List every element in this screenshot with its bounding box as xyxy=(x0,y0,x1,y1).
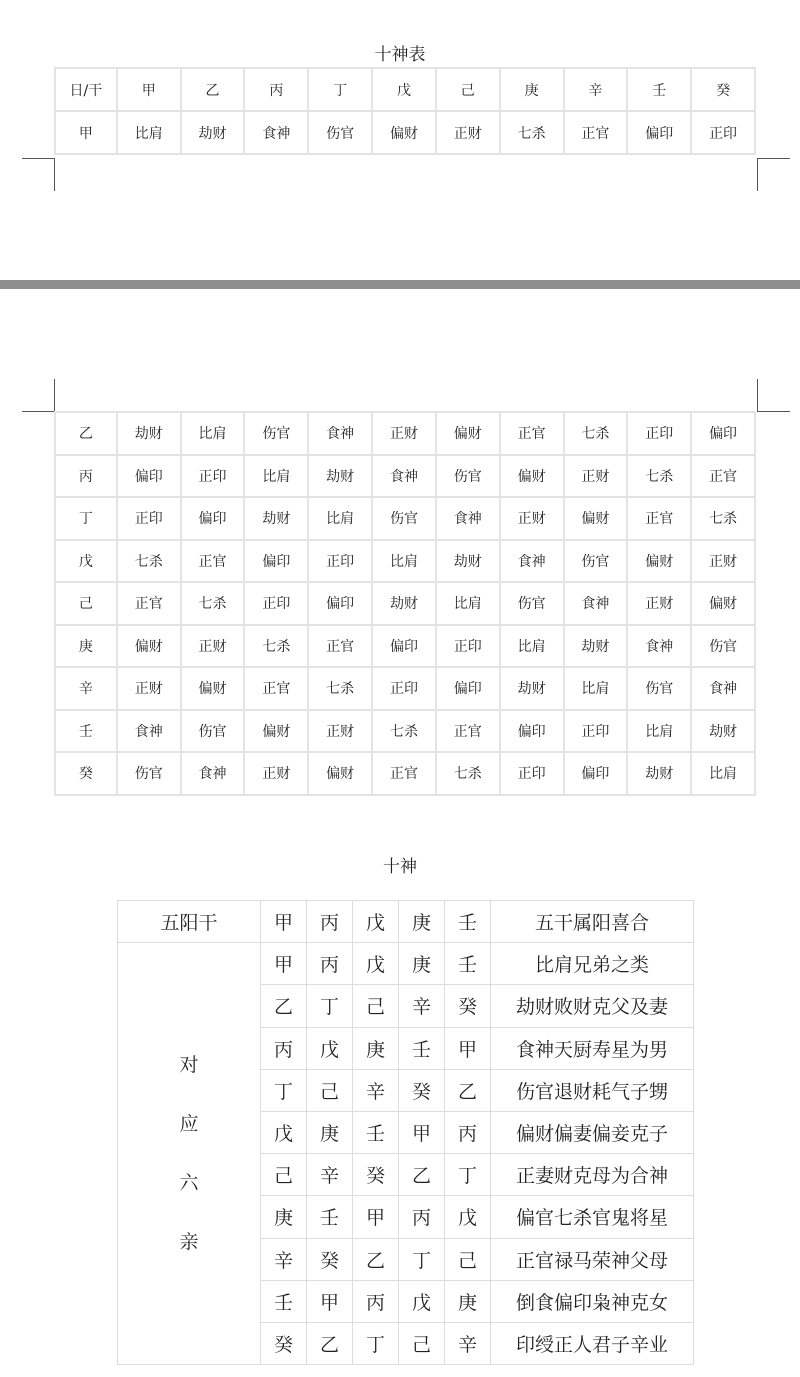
stem-cell: 庚 xyxy=(353,1027,399,1069)
ten-god-cell: 偏印 xyxy=(437,668,501,711)
ten-god-cell: 正官 xyxy=(245,668,309,711)
relation-note-cell: 正官禄马荣神父母 xyxy=(491,1238,694,1280)
stem-cell: 癸 xyxy=(445,985,491,1027)
stem-header-cell: 戊 xyxy=(373,67,437,112)
stem-cell: 乙 xyxy=(445,1069,491,1111)
ten-god-cell: 劫财 xyxy=(245,498,309,541)
stem-cell: 丙 xyxy=(307,943,353,985)
ten-god-cell: 七杀 xyxy=(628,456,692,499)
ten-god-cell: 正财 xyxy=(118,668,182,711)
ten-god-cell: 正官 xyxy=(628,498,692,541)
ten-god-cell: 伤官 xyxy=(182,711,246,754)
ten-god-cell: 正财 xyxy=(245,753,309,796)
ten-god-cell: 正财 xyxy=(501,498,565,541)
day-stem-cell: 辛 xyxy=(54,668,118,711)
ten-god-cell: 七杀 xyxy=(118,541,182,584)
stem-header-cell: 壬 xyxy=(628,67,692,112)
stem-cell: 壬 xyxy=(399,1027,445,1069)
stem-header-cell: 丁 xyxy=(309,67,373,112)
ten-god-cell: 偏财 xyxy=(628,541,692,584)
corner-header-cell: 日/干 xyxy=(54,67,118,112)
ten-god-cell: 偏财 xyxy=(501,456,565,499)
stem-cell: 甲 xyxy=(353,1196,399,1238)
ten-god-cell: 食神 xyxy=(501,541,565,584)
crop-mark-bottom-right xyxy=(757,379,790,412)
ten-god-cell: 伤官 xyxy=(245,411,309,456)
stem-cell: 丁 xyxy=(353,1322,399,1364)
stem-cell: 丁 xyxy=(399,1238,445,1280)
ten-god-cell: 劫财 xyxy=(437,541,501,584)
ten-god-cell: 正官 xyxy=(309,626,373,669)
stem-header-cell: 丙 xyxy=(307,901,353,943)
table-header-row xyxy=(54,67,756,112)
stem-cell: 己 xyxy=(445,1238,491,1280)
stem-header-cell: 壬 xyxy=(445,901,491,943)
ten-god-cell: 正印 xyxy=(692,112,756,155)
ten-god-cell: 比肩 xyxy=(501,626,565,669)
stem-header-cell: 甲 xyxy=(118,67,182,112)
ten-god-cell: 比肩 xyxy=(182,411,246,456)
side-label-char: 对 xyxy=(179,1053,199,1076)
ten-god-cell: 偏财 xyxy=(565,498,629,541)
ten-god-cell: 比肩 xyxy=(245,456,309,499)
stem-cell: 庚 xyxy=(261,1196,307,1238)
ten-god-cell: 偏印 xyxy=(628,112,692,155)
stem-cell: 庚 xyxy=(399,943,445,985)
stem-header-cell: 庚 xyxy=(501,67,565,112)
ten-god-cell: 比肩 xyxy=(437,583,501,626)
table-row xyxy=(54,583,756,626)
ten-god-cell: 正印 xyxy=(309,541,373,584)
ten-god-cell: 伤官 xyxy=(437,456,501,499)
stem-cell: 壬 xyxy=(353,1111,399,1153)
ten-god-cell: 偏印 xyxy=(309,583,373,626)
yang-stems-label: 五阳干 xyxy=(118,901,261,943)
ten-god-cell: 劫财 xyxy=(692,711,756,754)
ten-god-cell: 正财 xyxy=(565,456,629,499)
ten-god-cell: 正官 xyxy=(118,583,182,626)
ten-god-cell: 食神 xyxy=(565,583,629,626)
ten-god-cell: 比肩 xyxy=(628,711,692,754)
ten-god-cell: 偏财 xyxy=(182,668,246,711)
stem-cell: 辛 xyxy=(353,1069,399,1111)
ten-god-cell: 偏印 xyxy=(692,411,756,456)
ten-god-cell: 食神 xyxy=(373,456,437,499)
ten-god-cell: 正印 xyxy=(118,498,182,541)
stem-cell: 丁 xyxy=(445,1154,491,1196)
ten-god-cell: 七杀 xyxy=(501,112,565,155)
stem-cell: 己 xyxy=(307,1069,353,1111)
ten-god-cell: 比肩 xyxy=(565,668,629,711)
shishen-table-part1 xyxy=(54,67,756,155)
ten-god-cell: 伤官 xyxy=(309,112,373,155)
ten-god-cell: 伤官 xyxy=(565,541,629,584)
stem-cell: 甲 xyxy=(445,1027,491,1069)
table-row xyxy=(54,411,756,456)
ten-god-cell: 正印 xyxy=(501,753,565,796)
stem-header-cell: 癸 xyxy=(692,67,756,112)
shishen-table-part2 xyxy=(54,411,756,796)
stem-cell: 乙 xyxy=(261,985,307,1027)
stem-cell: 甲 xyxy=(261,943,307,985)
relation-note-cell: 比肩兄弟之类 xyxy=(491,943,694,985)
ten-god-cell: 食神 xyxy=(692,668,756,711)
ten-god-cell: 偏印 xyxy=(118,456,182,499)
stem-cell: 丙 xyxy=(261,1027,307,1069)
crop-mark-top-left xyxy=(22,158,55,191)
ten-god-cell: 食神 xyxy=(309,411,373,456)
table-row xyxy=(54,626,756,669)
ten-god-cell: 劫财 xyxy=(565,626,629,669)
stem-cell: 壬 xyxy=(445,943,491,985)
ten-god-cell: 正印 xyxy=(373,668,437,711)
stem-cell: 壬 xyxy=(261,1280,307,1322)
table-row xyxy=(54,668,756,711)
ten-god-cell: 正印 xyxy=(245,583,309,626)
crop-mark-top-right xyxy=(757,158,790,191)
relation-note-cell: 正妻财克母为合神 xyxy=(491,1154,694,1196)
stem-cell: 戊 xyxy=(353,943,399,985)
ten-god-cell: 偏财 xyxy=(118,626,182,669)
stem-cell: 乙 xyxy=(353,1238,399,1280)
stem-cell: 丙 xyxy=(445,1111,491,1153)
stem-cell: 癸 xyxy=(399,1069,445,1111)
relation-note-cell: 伤官退财耗气子甥 xyxy=(491,1069,694,1111)
day-stem-cell: 己 xyxy=(54,583,118,626)
ten-god-cell: 劫财 xyxy=(373,583,437,626)
ten-god-cell: 正财 xyxy=(437,112,501,155)
ten-god-cell: 比肩 xyxy=(118,112,182,155)
ten-god-cell: 偏印 xyxy=(501,711,565,754)
ten-god-cell: 食神 xyxy=(118,711,182,754)
side-label-char: 六 xyxy=(179,1171,199,1194)
stem-header-cell: 辛 xyxy=(565,67,629,112)
ten-god-cell: 正印 xyxy=(437,626,501,669)
ten-god-cell: 正印 xyxy=(182,456,246,499)
ten-god-cell: 偏印 xyxy=(565,753,629,796)
stem-cell: 庚 xyxy=(307,1111,353,1153)
stem-cell: 丙 xyxy=(399,1196,445,1238)
relation-note-cell: 食神天厨寿星为男 xyxy=(491,1027,694,1069)
relation-note-cell: 偏官七杀官鬼将星 xyxy=(491,1196,694,1238)
day-stem-cell: 丁 xyxy=(54,498,118,541)
six-relations-side-label xyxy=(118,943,261,1365)
stem-cell: 己 xyxy=(353,985,399,1027)
ten-god-cell: 正财 xyxy=(373,411,437,456)
day-stem-cell: 癸 xyxy=(54,753,118,796)
ten-god-cell: 劫财 xyxy=(309,456,373,499)
stem-cell: 庚 xyxy=(445,1280,491,1322)
table-row xyxy=(54,541,756,584)
ten-god-cell: 七杀 xyxy=(309,668,373,711)
ten-god-cell: 正官 xyxy=(437,711,501,754)
side-label-char: 亲 xyxy=(179,1230,199,1253)
relation-note-cell: 倒食偏印枭神克女 xyxy=(491,1280,694,1322)
ten-god-cell: 伤官 xyxy=(692,626,756,669)
table-header-row xyxy=(118,901,694,943)
ten-god-cell: 偏印 xyxy=(245,541,309,584)
ten-god-cell: 正印 xyxy=(565,711,629,754)
ten-god-cell: 比肩 xyxy=(692,753,756,796)
table-row xyxy=(54,711,756,754)
stem-cell: 丁 xyxy=(261,1069,307,1111)
stem-cell: 己 xyxy=(261,1154,307,1196)
ten-god-cell: 比肩 xyxy=(373,541,437,584)
ten-god-cell: 七杀 xyxy=(182,583,246,626)
stem-header-cell: 庚 xyxy=(399,901,445,943)
ten-god-cell: 食神 xyxy=(182,753,246,796)
day-stem-cell: 甲 xyxy=(54,112,118,155)
ten-god-cell: 正财 xyxy=(182,626,246,669)
stem-cell: 戊 xyxy=(307,1027,353,1069)
page-break-divider xyxy=(0,280,800,289)
ten-god-cell: 偏财 xyxy=(309,753,373,796)
table-row xyxy=(54,456,756,499)
table-row xyxy=(118,943,694,985)
shishen-table-title: 十神表 xyxy=(374,45,426,65)
stem-header-cell: 戊 xyxy=(353,901,399,943)
liuqin-table-title: 十神 xyxy=(383,857,417,877)
table-row xyxy=(54,498,756,541)
ten-god-cell: 正官 xyxy=(182,541,246,584)
relation-note-cell: 劫财败财克父及妻 xyxy=(491,985,694,1027)
ten-god-cell: 食神 xyxy=(245,112,309,155)
ten-god-cell: 劫财 xyxy=(118,411,182,456)
day-stem-cell: 壬 xyxy=(54,711,118,754)
stem-cell: 乙 xyxy=(307,1322,353,1364)
header-note-cell: 五干属阳喜合 xyxy=(491,901,694,943)
stem-cell: 戊 xyxy=(261,1111,307,1153)
table-row xyxy=(54,112,756,155)
ten-god-cell: 正财 xyxy=(628,583,692,626)
stem-cell: 甲 xyxy=(307,1280,353,1322)
stem-cell: 丁 xyxy=(307,985,353,1027)
ten-god-cell: 伤官 xyxy=(501,583,565,626)
stem-header-cell: 己 xyxy=(437,67,501,112)
day-stem-cell: 戊 xyxy=(54,541,118,584)
side-label-char: 应 xyxy=(179,1112,199,1135)
ten-god-cell: 七杀 xyxy=(373,711,437,754)
stem-cell: 癸 xyxy=(353,1154,399,1196)
stem-cell: 甲 xyxy=(399,1111,445,1153)
ten-god-cell: 偏印 xyxy=(182,498,246,541)
ten-god-cell: 偏印 xyxy=(373,626,437,669)
ten-god-cell: 正官 xyxy=(565,112,629,155)
stem-header-cell: 丙 xyxy=(245,67,309,112)
ten-god-cell: 正官 xyxy=(501,411,565,456)
ten-god-cell: 正财 xyxy=(692,541,756,584)
ten-god-cell: 七杀 xyxy=(565,411,629,456)
ten-god-cell: 偏财 xyxy=(692,583,756,626)
stem-cell: 辛 xyxy=(445,1322,491,1364)
stem-cell: 辛 xyxy=(399,985,445,1027)
stem-cell: 壬 xyxy=(307,1196,353,1238)
ten-god-cell: 七杀 xyxy=(692,498,756,541)
ten-god-cell: 正财 xyxy=(309,711,373,754)
stem-cell: 戊 xyxy=(445,1196,491,1238)
stem-cell: 癸 xyxy=(261,1322,307,1364)
liuqin-table xyxy=(117,900,694,1365)
stem-cell: 乙 xyxy=(399,1154,445,1196)
ten-god-cell: 食神 xyxy=(437,498,501,541)
stem-header-cell: 甲 xyxy=(261,901,307,943)
ten-god-cell: 正官 xyxy=(373,753,437,796)
ten-god-cell: 伤官 xyxy=(118,753,182,796)
stem-header-cell: 乙 xyxy=(182,67,246,112)
ten-god-cell: 七杀 xyxy=(245,626,309,669)
day-stem-cell: 庚 xyxy=(54,626,118,669)
ten-god-cell: 伤官 xyxy=(628,668,692,711)
relation-note-cell: 偏财偏妻偏妾克子 xyxy=(491,1111,694,1153)
day-stem-cell: 丙 xyxy=(54,456,118,499)
ten-god-cell: 偏财 xyxy=(437,411,501,456)
stem-cell: 辛 xyxy=(307,1154,353,1196)
stem-cell: 癸 xyxy=(307,1238,353,1280)
stem-cell: 戊 xyxy=(399,1280,445,1322)
relation-note-cell: 印绶正人君子辛业 xyxy=(491,1322,694,1364)
crop-mark-bottom-left xyxy=(22,379,55,412)
ten-god-cell: 偏财 xyxy=(373,112,437,155)
ten-god-cell: 劫财 xyxy=(182,112,246,155)
ten-god-cell: 劫财 xyxy=(628,753,692,796)
ten-god-cell: 食神 xyxy=(628,626,692,669)
ten-god-cell: 偏财 xyxy=(245,711,309,754)
stem-cell: 己 xyxy=(399,1322,445,1364)
stem-cell: 丙 xyxy=(353,1280,399,1322)
table-row xyxy=(54,753,756,796)
stem-cell: 辛 xyxy=(261,1238,307,1280)
ten-god-cell: 伤官 xyxy=(373,498,437,541)
day-stem-cell: 乙 xyxy=(54,411,118,456)
ten-god-cell: 正官 xyxy=(692,456,756,499)
ten-god-cell: 正印 xyxy=(628,411,692,456)
ten-god-cell: 劫财 xyxy=(501,668,565,711)
ten-god-cell: 七杀 xyxy=(437,753,501,796)
ten-god-cell: 比肩 xyxy=(309,498,373,541)
